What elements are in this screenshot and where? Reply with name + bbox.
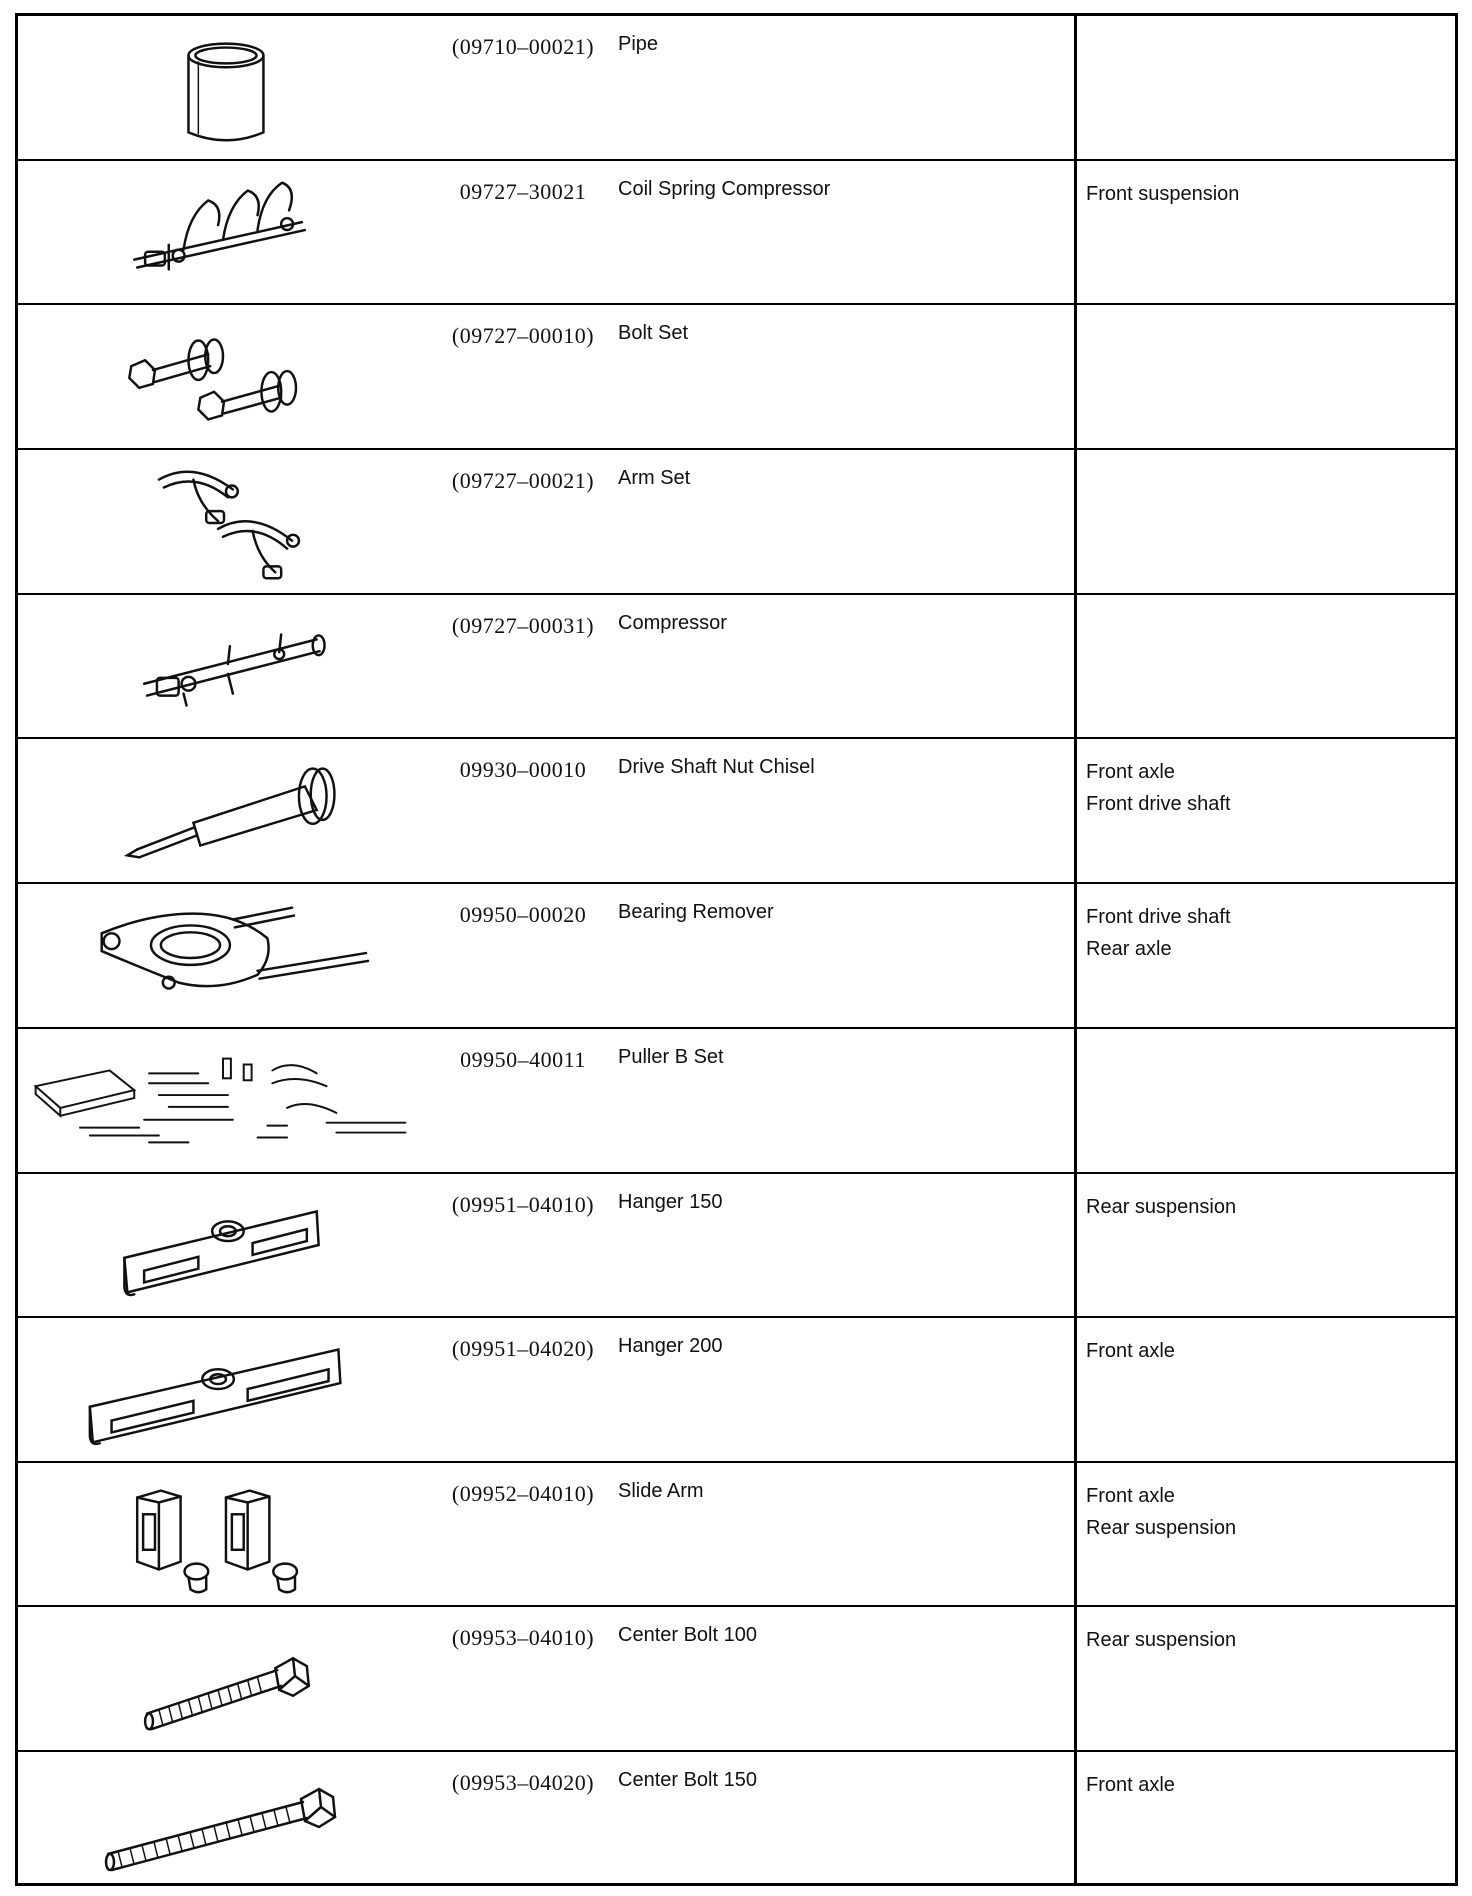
table-row bbox=[18, 305, 1455, 450]
part-number: 09950–00020 bbox=[459, 902, 587, 927]
table-row bbox=[18, 16, 1455, 161]
arm-set-icon bbox=[18, 450, 428, 593]
use-list bbox=[1086, 1624, 1236, 1656]
table-row bbox=[18, 1607, 1455, 1752]
use-item: Front drive shaft bbox=[1086, 906, 1231, 928]
tool-name: Pipe bbox=[618, 33, 659, 55]
table-row bbox=[18, 1029, 1455, 1174]
part-number: (09727–00031) bbox=[451, 613, 595, 638]
part-number: (09727–00010) bbox=[451, 323, 595, 348]
column-divider bbox=[1074, 450, 1077, 593]
part-number: 09950–40011 bbox=[460, 1047, 586, 1072]
column-divider bbox=[1074, 595, 1077, 737]
part-number: (09951–04020) bbox=[451, 1336, 595, 1361]
part-number: (09710–00021) bbox=[451, 34, 595, 59]
column-divider bbox=[1074, 739, 1077, 882]
use-item: Rear suspension bbox=[1086, 1196, 1237, 1218]
use-item: Front axle bbox=[1086, 1485, 1175, 1507]
tool-name: Center Bolt 150 bbox=[618, 1769, 757, 1791]
column-divider bbox=[1074, 1318, 1077, 1461]
part-number: (09952–04010) bbox=[451, 1481, 595, 1506]
column-divider bbox=[1074, 1029, 1077, 1172]
special-tools-table bbox=[15, 13, 1458, 1886]
use-item: Front suspension bbox=[1086, 183, 1240, 205]
hanger-200-icon bbox=[18, 1318, 428, 1461]
use-list bbox=[1086, 1335, 1175, 1367]
tool-name: Bolt Set bbox=[618, 322, 689, 344]
coil-spring-compressor-icon bbox=[18, 161, 428, 303]
table-row bbox=[18, 1318, 1455, 1463]
compressor-icon bbox=[18, 595, 428, 737]
use-item: Front axle bbox=[1086, 761, 1175, 783]
table-row bbox=[18, 739, 1455, 884]
part-number: (09953–04020) bbox=[451, 1770, 595, 1795]
tool-name: Drive Shaft Nut Chisel bbox=[618, 756, 815, 778]
center-bolt-100-icon bbox=[18, 1607, 428, 1750]
table-row bbox=[18, 884, 1455, 1029]
use-item: Front axle bbox=[1086, 1340, 1175, 1362]
use-item: Rear suspension bbox=[1086, 1629, 1237, 1651]
use-item: Rear axle bbox=[1086, 938, 1172, 960]
use-item: Front drive shaft bbox=[1086, 793, 1231, 815]
column-divider bbox=[1074, 16, 1077, 159]
column-divider bbox=[1074, 1174, 1077, 1316]
part-number: (09951–04010) bbox=[451, 1192, 595, 1217]
tool-name: Compressor bbox=[618, 612, 727, 634]
use-list bbox=[1086, 756, 1231, 820]
use-list bbox=[1086, 1769, 1175, 1801]
puller-set-icon bbox=[18, 1029, 428, 1172]
use-item: Front axle bbox=[1086, 1774, 1175, 1796]
hanger-150-icon bbox=[18, 1174, 428, 1316]
center-bolt-150-icon bbox=[18, 1752, 428, 1886]
table-row bbox=[18, 595, 1455, 739]
part-number: (09953–04010) bbox=[451, 1625, 595, 1650]
part-number: 09727–30021 bbox=[459, 179, 587, 204]
use-list bbox=[1086, 178, 1239, 210]
table-row bbox=[18, 161, 1455, 305]
table-row bbox=[18, 1174, 1455, 1318]
chisel-icon bbox=[18, 739, 428, 882]
tool-name: Center Bolt 100 bbox=[618, 1624, 757, 1646]
tool-name: Hanger 200 bbox=[618, 1335, 723, 1357]
part-number: (09727–00021) bbox=[451, 468, 595, 493]
table-row bbox=[18, 1752, 1455, 1886]
part-number: 09930–00010 bbox=[459, 757, 587, 782]
bolt-set-icon bbox=[18, 305, 428, 448]
tool-name: Hanger 150 bbox=[618, 1191, 723, 1213]
pipe-icon bbox=[18, 16, 428, 159]
column-divider bbox=[1074, 1607, 1077, 1750]
column-divider bbox=[1074, 1752, 1077, 1886]
column-divider bbox=[1074, 305, 1077, 448]
column-divider bbox=[1074, 161, 1077, 303]
tool-name: Coil Spring Compressor bbox=[618, 178, 831, 200]
tool-name: Arm Set bbox=[618, 467, 691, 489]
tool-name: Bearing Remover bbox=[618, 901, 774, 923]
use-list bbox=[1086, 901, 1231, 965]
use-list bbox=[1086, 1191, 1236, 1223]
table-row bbox=[18, 1463, 1455, 1607]
tool-name: Puller B Set bbox=[618, 1046, 724, 1068]
use-list bbox=[1086, 1480, 1236, 1544]
column-divider bbox=[1074, 1463, 1077, 1605]
use-item: Rear suspension bbox=[1086, 1517, 1237, 1539]
column-divider bbox=[1074, 884, 1077, 1027]
table-row bbox=[18, 450, 1455, 595]
slide-arm-icon bbox=[18, 1463, 428, 1605]
bearing-remover-icon bbox=[18, 884, 428, 1027]
tool-name: Slide Arm bbox=[618, 1480, 704, 1502]
